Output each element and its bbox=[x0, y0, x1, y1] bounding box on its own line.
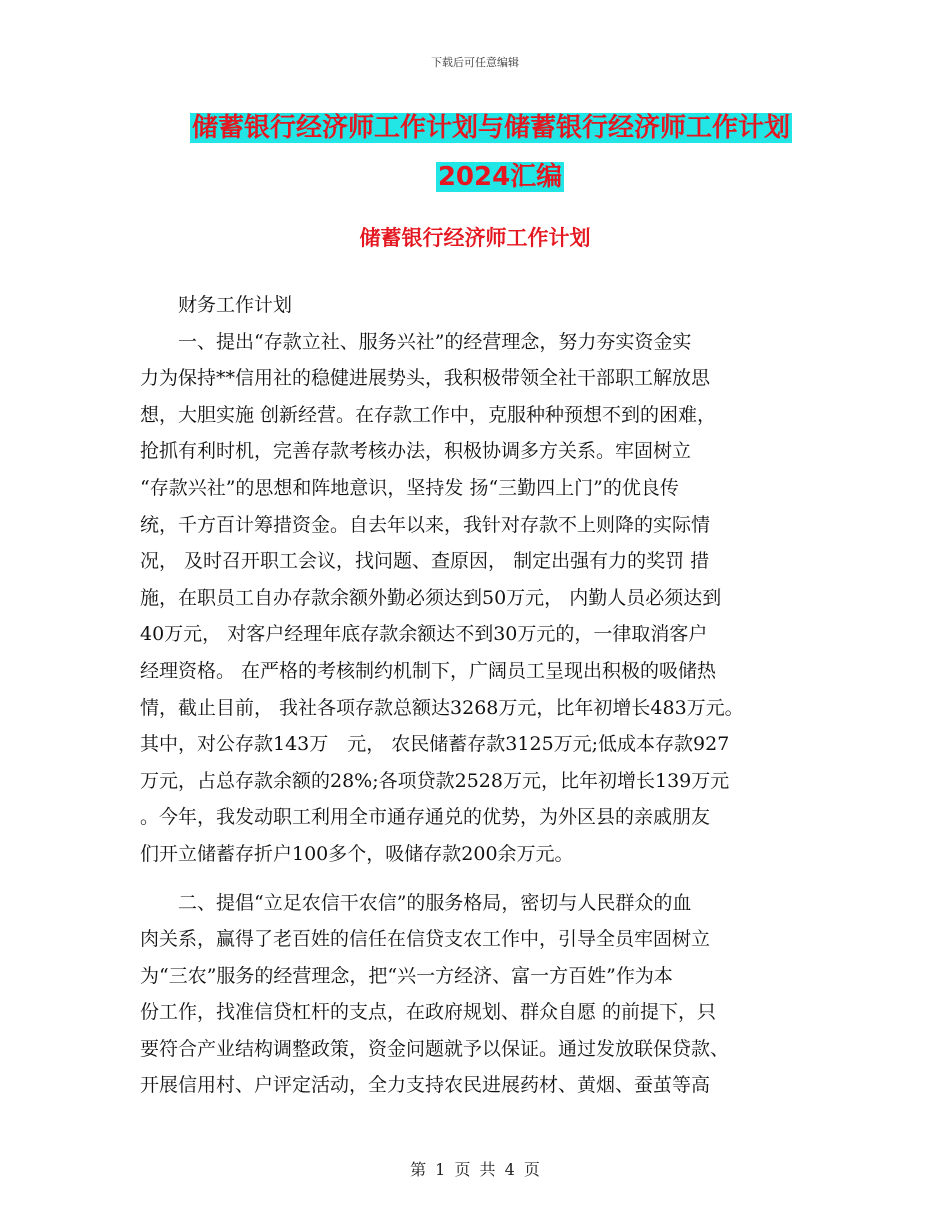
body-line: 为“三农”服务的经营理念，把“兴一方经济、富一方百姓”作为本 bbox=[140, 964, 673, 987]
body-line: 况， 及时召开职工会议，找问题、查原因， 制定出强有力的奖罚 措 bbox=[140, 550, 710, 573]
footer-middle: 页 共 bbox=[454, 1160, 496, 1179]
body-line: 40万元， 对客户经理年底存款余额达不到30万元的，一律取消客户 bbox=[140, 623, 708, 646]
paragraph-gap bbox=[140, 873, 840, 885]
title-line-1 bbox=[190, 104, 810, 153]
body-line: 情，截止目前， 我社各项存款总额达3268万元，比年初增长483万元。 bbox=[140, 696, 744, 719]
header-note: 下载后可任意编辑 bbox=[431, 56, 519, 69]
footer-prefix: 第 bbox=[410, 1160, 427, 1179]
body-line: 统，千方百计筹措资金。自去年以来，我针对存款不上则降的实际情 bbox=[140, 513, 711, 536]
document-title bbox=[190, 104, 810, 202]
body-line: 经理资格。 在严格的考核制约机制下，广阔员工呈现出积极的吸储热 bbox=[140, 659, 717, 682]
body-line: 二、提倡“立足农信干农信”的服务格局，密切与人民群众的血 bbox=[140, 891, 692, 914]
footer-page-number: 1 bbox=[435, 1160, 446, 1179]
body-line: 想，大胆实施 创新经营。在存款工作中，克服种种预想不到的困难， bbox=[140, 403, 717, 426]
body-line: 施，在职员工自办存款余额外勤必须达到50万元， 内勤人员必须达到 bbox=[140, 586, 722, 609]
footer-total-pages: 4 bbox=[504, 1160, 515, 1179]
body-line: 开展信用村、户评定活动，全力支持农民进展药材、黄烟、蚕茧等高 bbox=[140, 1074, 711, 1097]
title-line-2-text: 2024汇编 bbox=[437, 162, 563, 192]
body-text bbox=[140, 287, 840, 1104]
body-line: 万元，占总存款余额的28%;各项贷款2528万元，比年初增长139万元 bbox=[140, 769, 730, 792]
page-footer bbox=[0, 1157, 950, 1180]
body-line: 要符合产业结构调整政策，资金问题就予以保证。通过发放联保贷款、 bbox=[140, 1037, 730, 1060]
title-line-2 bbox=[190, 153, 810, 202]
body-line: 力为保持**信用社的稳健进展势头，我积极带领全社干部职工解放思 bbox=[140, 367, 711, 390]
body-line: 。今年，我发动职工利用全市通存通兑的优势，为外区县的亲戚朋友 bbox=[140, 806, 711, 829]
body-line: 们开立储蓄存折户100多个，吸储存款200余万元。 bbox=[140, 842, 574, 865]
body-line: 肉关系，赢得了老百姓的信任在信贷支农工作中，引导全员牢固树立 bbox=[140, 928, 711, 951]
body-line: 份工作，找准信贷杠杆的支点，在政府规划、群众自愿 的前提下，只 bbox=[140, 1001, 717, 1024]
body-line: 财务工作计划 bbox=[140, 294, 293, 316]
title-line-1-text: 储蓄银行经济师工作计划与储蓄银行经济师工作计划 bbox=[192, 113, 791, 143]
body-line: 其中，对公存款143万 元， 农民储蓄存款3125万元;低成本存款927 bbox=[140, 733, 730, 756]
section-title: 储蓄银行经济师工作计划 bbox=[359, 226, 591, 250]
body-line: “存款兴社”的思想和阵地意识，坚持发 扬“三勤四上门”的优良传 bbox=[140, 476, 679, 499]
footer-suffix: 页 bbox=[523, 1160, 540, 1179]
body-line: 抢抓有利时机，完善存款考核办法，积极协调多方关系。牢固树立 bbox=[140, 440, 692, 463]
body-line: 一、提出“存款立社、服务兴社”的经营理念，努力夯实资金实 bbox=[140, 330, 692, 353]
